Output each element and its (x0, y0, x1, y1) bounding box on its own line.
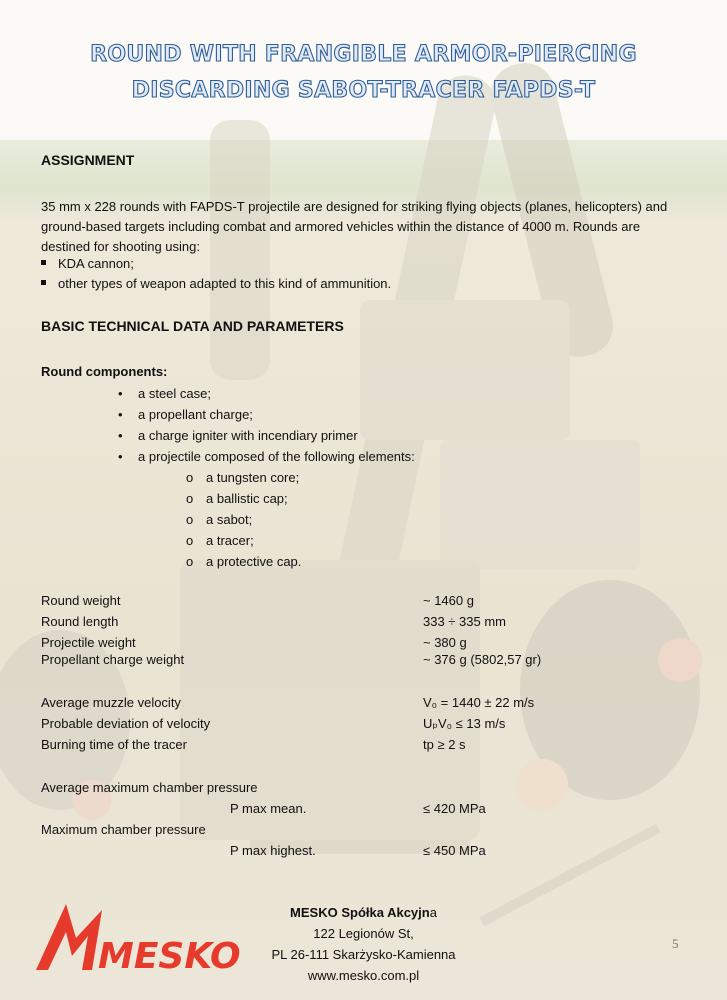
pressure-value: ≤ 450 MPa (423, 843, 486, 858)
param-label: Propellant charge weight (41, 652, 185, 667)
param-value: UₚV₀ ≤ 13 m/s (423, 716, 506, 731)
param-value: ~ 376 g (5802,57 gr) (423, 652, 542, 667)
assignment-heading: ASSIGNMENT (41, 152, 135, 168)
component-text: a steel case; (138, 386, 211, 401)
logo-text: MESKO (98, 936, 241, 977)
technical-heading: BASIC TECHNICAL DATA AND PARAMETERS (41, 318, 344, 334)
pressure-value: ≤ 420 MPa (423, 801, 486, 816)
circle-bullet-icon: o (186, 554, 194, 569)
component-text: a charge igniter with incendiary primer (138, 428, 358, 443)
square-bullet-icon (41, 260, 46, 265)
projectile-element-item (186, 552, 301, 572)
components-heading: Round components: (41, 364, 168, 379)
param-value: ~ 380 g (423, 635, 467, 650)
param-value: tp ≥ 2 s (423, 737, 466, 752)
param-label: Round weight (41, 593, 121, 608)
component-text: a propellant charge; (138, 407, 253, 422)
company-city: PL 26-111 Skarżysko-Kamienna (271, 947, 456, 962)
param-label: Probable deviation of velocity (41, 716, 211, 731)
projectile-element-item (186, 510, 252, 530)
assignment-bullet (41, 274, 391, 294)
company-website[interactable]: www.mesko.com.pl (307, 968, 420, 983)
assignment-bullet-text: KDA cannon; (58, 256, 134, 271)
dot-bullet-icon: • (118, 428, 123, 443)
company-name-bold: MESKO Spółka Akcyjn (290, 905, 430, 920)
projectile-element-item (186, 489, 288, 509)
pressure-sub-label: P max highest. (230, 843, 316, 858)
component-item (118, 426, 358, 446)
param-label: Round length (41, 614, 119, 629)
square-bullet-icon (41, 280, 46, 285)
assignment-bullet (41, 254, 134, 274)
projectile-element-text: a sabot; (206, 512, 253, 527)
projectile-element-text: a tungsten core; (206, 470, 300, 485)
pressure-sub-label: P max mean. (230, 801, 307, 816)
pressure-label: Average maximum chamber pressure (41, 780, 258, 795)
param-label: Projectile weight (41, 635, 136, 650)
projectile-element-item (186, 531, 254, 551)
circle-bullet-icon: o (186, 533, 194, 548)
param-value: 333 ÷ 335 mm (423, 614, 507, 629)
circle-bullet-icon: o (186, 512, 194, 527)
component-text: a projectile composed of the following elements: (138, 449, 415, 464)
param-label: Average muzzle velocity (41, 695, 181, 710)
component-item (118, 447, 415, 467)
circle-bullet-icon: o (186, 491, 194, 506)
param-value: ~ 1460 g (423, 593, 474, 608)
page-title-line-2: DISCARDING SABOT-TRACER FAPDS-T (131, 78, 596, 103)
pressure-label: Maximum chamber pressure (41, 822, 206, 837)
projectile-element-text: a protective cap. (206, 554, 302, 569)
dot-bullet-icon: • (118, 449, 123, 464)
dot-bullet-icon: • (118, 386, 123, 401)
param-value: V₀ = 1440 ± 22 m/s (423, 695, 535, 710)
projectile-element-text: a ballistic cap; (206, 491, 288, 506)
assignment-bullet-text: other types of weapon adapted to this kind of ammunition. (58, 276, 392, 291)
dot-bullet-icon: • (118, 407, 123, 422)
projectile-element-text: a tracer; (206, 533, 254, 548)
company-name-rest: a (429, 905, 437, 920)
component-item (118, 384, 211, 404)
company-name (0, 902, 727, 923)
page-number: 5 (672, 936, 679, 951)
page-title-line-1: ROUND WITH FRANGIBLE ARMOR-PIERCING (90, 42, 637, 67)
param-label: Burning time of the tracer (41, 737, 187, 752)
circle-bullet-icon: o (186, 470, 194, 485)
projectile-element-item (186, 468, 299, 488)
component-item (118, 405, 253, 425)
assignment-text: 35 mm x 228 rounds with FAPDS-T projectile are designed for striking flying objects (planes, helicopters) and ground-based targets including combat and armored vehicles within the distance of 4000 m. Rounds are destined for shooting using: (41, 199, 668, 254)
company-street: 122 Legionów St, (313, 926, 414, 941)
